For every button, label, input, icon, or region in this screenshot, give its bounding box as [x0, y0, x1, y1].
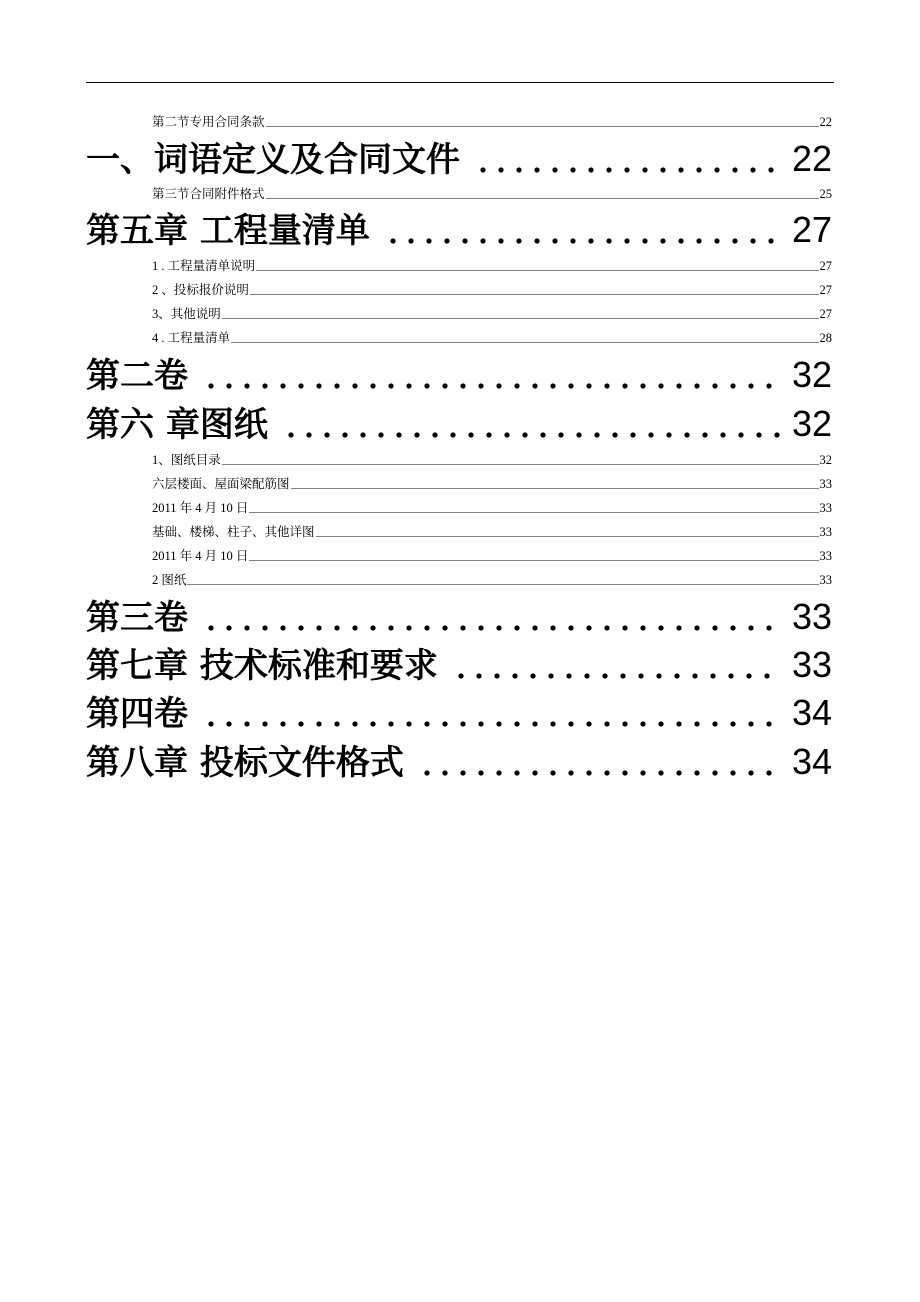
toc-entry[interactable] [152, 522, 832, 542]
toc-entry[interactable] [152, 328, 832, 348]
toc-entry[interactable] [152, 112, 832, 132]
toc-entry[interactable] [86, 136, 832, 182]
toc-entry-title: 3、其他说明 [152, 307, 221, 321]
toc-entry-title: 2 图纸 [152, 573, 187, 587]
toc-entry-title: 第二节专用合同条款 [152, 115, 265, 129]
toc-entry-title: 一、词语定义及合同文件 [86, 140, 460, 180]
toc-entry-page: 32 [791, 403, 832, 444]
dot-leader [231, 342, 818, 343]
toc-entry[interactable] [86, 594, 832, 640]
toc-entry-page: 33 [819, 573, 832, 587]
toc-entry-page: 22 [791, 138, 832, 179]
dot-leader [266, 126, 819, 127]
toc-entry-page: 33 [819, 477, 832, 491]
dot-leader [256, 270, 818, 271]
dot-leader [474, 167, 782, 173]
toc-entry-title: 第七章 技术标准和要求 [86, 646, 438, 686]
toc-entry[interactable] [86, 739, 832, 785]
toc-entry[interactable] [152, 570, 832, 590]
toc-entry-title: 第三卷 [86, 598, 188, 638]
toc-entry-title: 4 . 工程量清单 [152, 331, 231, 345]
toc-entry-title: 第四卷 [86, 694, 188, 734]
toc-entry[interactable] [86, 207, 832, 253]
toc-entry-page: 27 [819, 259, 832, 273]
toc-entry-page: 33 [791, 596, 832, 637]
toc-entry-title: 六层楼面、屋面梁配筋图 [152, 477, 290, 491]
toc-entry[interactable] [152, 450, 832, 470]
toc-entry[interactable] [86, 352, 832, 398]
toc-entry-page: 27 [819, 307, 832, 321]
toc-entry[interactable] [86, 642, 832, 688]
toc-entry-page: 33 [819, 549, 832, 563]
dot-leader [222, 464, 819, 465]
toc-entry-title: 2011 年 4 月 10 日 [152, 501, 249, 515]
toc-entry-title: 1 . 工程量清单说明 [152, 259, 256, 273]
toc-entry[interactable] [152, 184, 832, 204]
dot-leader [282, 432, 782, 438]
dot-leader [266, 198, 819, 199]
toc-entry-page: 33 [791, 644, 832, 685]
toc-entry[interactable] [152, 256, 832, 276]
toc-entry-page: 28 [819, 331, 832, 345]
toc-entry[interactable] [152, 474, 832, 494]
toc-entry-page: 34 [791, 692, 832, 733]
dot-leader [291, 488, 819, 489]
toc-entry-page: 34 [791, 741, 832, 782]
toc-entry[interactable] [152, 498, 832, 518]
toc-entry[interactable] [152, 280, 832, 300]
dot-leader [249, 512, 818, 513]
toc-entry-page: 32 [791, 354, 832, 395]
toc-entry-title: 第六 章图纸 [86, 405, 268, 445]
dot-leader [187, 584, 818, 585]
dot-leader [202, 721, 782, 727]
toc-entry[interactable] [86, 690, 832, 736]
dot-leader [452, 673, 782, 679]
dot-leader [250, 294, 819, 295]
dot-leader [202, 625, 782, 631]
dot-leader [418, 770, 782, 776]
dot-leader [202, 383, 782, 389]
toc-entry-title: 2011 年 4 月 10 日 [152, 549, 249, 563]
toc-entry[interactable] [86, 401, 832, 447]
toc-entry-page: 32 [819, 453, 832, 467]
toc-entry-title: 第二卷 [86, 356, 188, 396]
toc-entry-title: 基础、楼梯、柱子、其他详图 [152, 525, 315, 539]
toc-entry[interactable] [152, 546, 832, 566]
dot-leader [316, 536, 819, 537]
toc-entry-page: 33 [819, 525, 832, 539]
toc-entry-page: 27 [819, 283, 832, 297]
toc-entry-title: 第五章 工程量清单 [86, 211, 370, 251]
toc-entry-page: 27 [791, 209, 832, 250]
dot-leader [249, 560, 818, 561]
toc-entry[interactable] [152, 304, 832, 324]
toc-entry-page: 22 [819, 115, 832, 129]
dot-leader [222, 318, 819, 319]
toc-entry-title: 1、图纸目录 [152, 453, 221, 467]
toc-entry-page: 25 [819, 187, 832, 201]
toc-entry-title: 第三节合同附件格式 [152, 187, 265, 201]
toc-entry-title: 第八章 投标文件格式 [86, 743, 404, 783]
toc-entry-title: 2 、投标报价说明 [152, 283, 249, 297]
dot-leader [384, 238, 782, 244]
toc-entry-page: 33 [819, 501, 832, 515]
